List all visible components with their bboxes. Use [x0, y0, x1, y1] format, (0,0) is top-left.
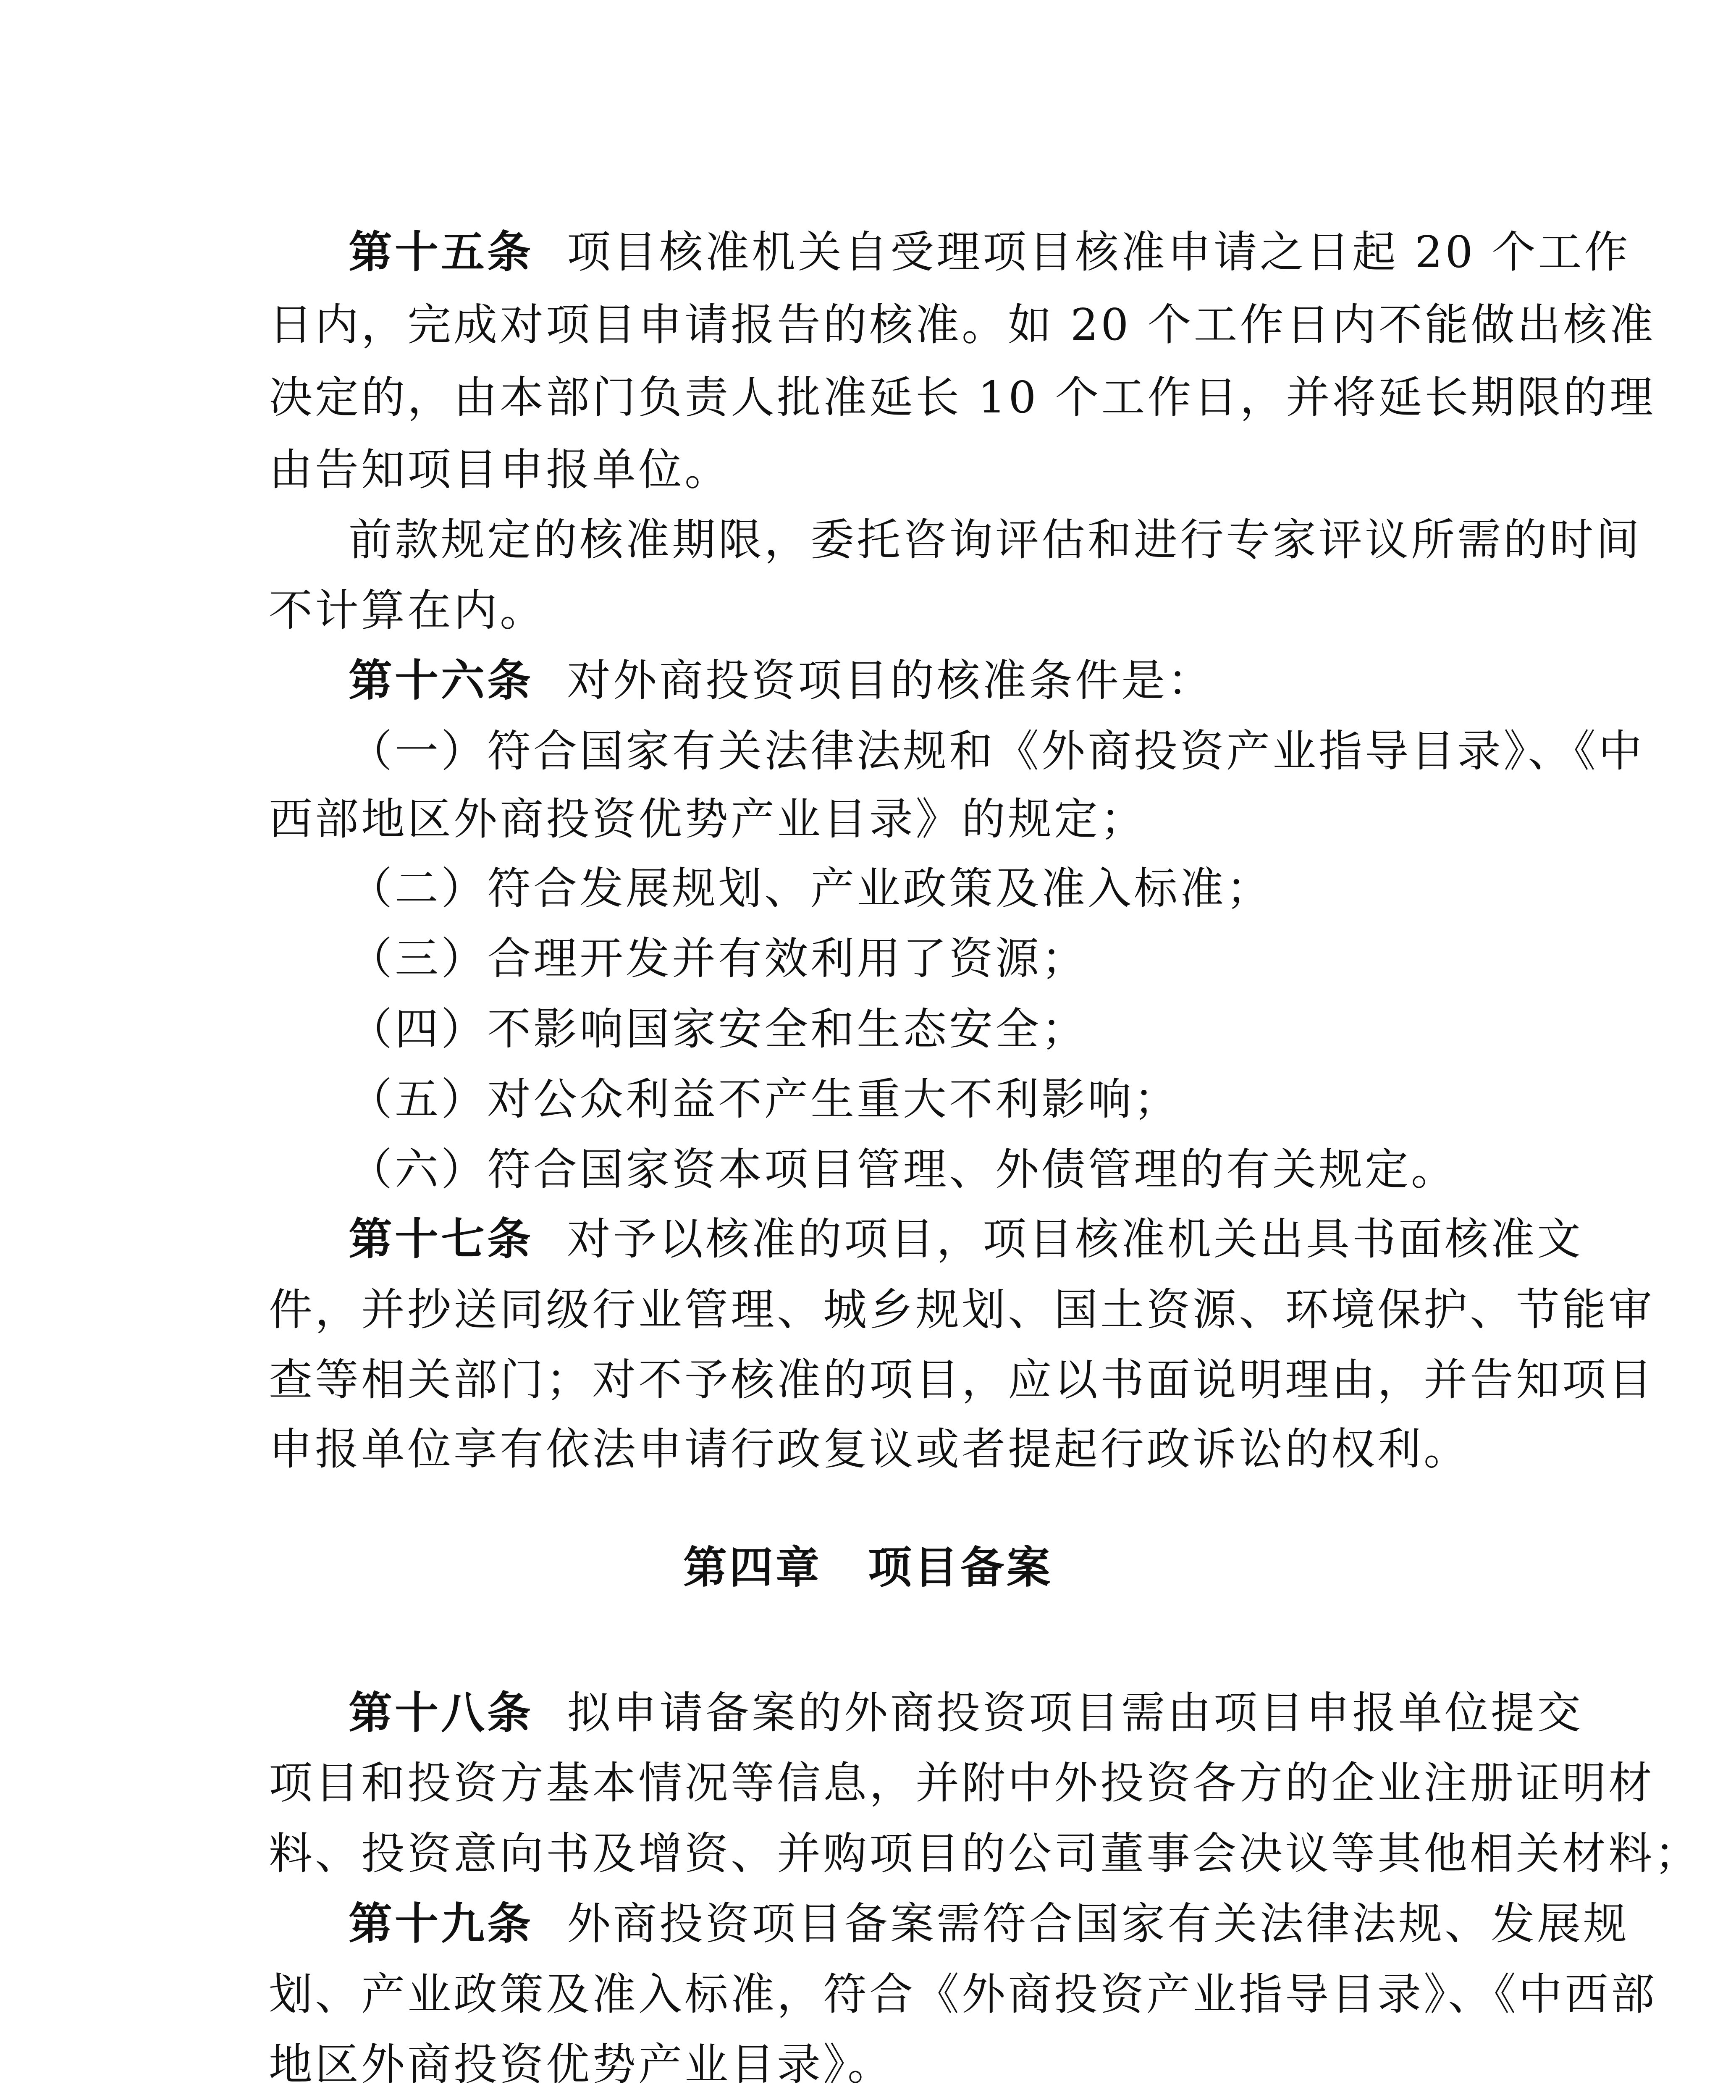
- article-18-line-2: 项目和投资方基本情况等信息，并附中外投资各方的企业注册证明材: [269, 1757, 1655, 1809]
- article-19-line-3: 地区外商投资优势产业目录》。: [269, 2039, 894, 2090]
- chapter-number: 第四章: [683, 1542, 822, 1593]
- article-19-label: 第十九条: [349, 1898, 534, 1949]
- article-15-text-1: 项目核准机关自受理项目核准申请之日起 20 个工作: [567, 226, 1631, 278]
- article-17-line-1: [349, 1213, 1584, 1265]
- article-19-line-2: 划、产业政策及准入标准，符合《外商投资产业指导目录》、《中西部: [269, 1969, 1657, 2020]
- article-17-line-2: 件，并抄送同级行业管理、城乡规划、国土资源、环境保护、节能审: [269, 1284, 1655, 1335]
- article-15-para2-line-1: 前款规定的核准期限，委托咨询评估和进行专家评议所需的时间: [349, 514, 1642, 565]
- article-17-line-3: 查等相关部门；对不予核准的项目，应以书面说明理由，并告知项目: [269, 1354, 1655, 1405]
- article-16-clause-2: （二）符合发展规划、产业政策及准入标准；: [349, 863, 1273, 914]
- article-15-line-1: [349, 226, 1631, 278]
- article-18-text-1: 拟申请备案的外商投资项目需由项目申报单位提交: [567, 1687, 1584, 1738]
- article-16-clause-1-line-2: 西部地区外商投资优势产业目录》的规定；: [269, 793, 1147, 845]
- article-16-clause-3: （三）合理开发并有效利用了资源；: [349, 933, 1088, 984]
- article-16-clause-1-line-1: （一）符合国家有关法律法规和《外商投资产业指导目录》、《中: [349, 725, 1645, 777]
- chapter-title: 项目备案: [868, 1542, 1053, 1593]
- article-18-line-1: [349, 1687, 1584, 1738]
- article-18-label: 第十八条: [349, 1687, 534, 1738]
- article-18-line-3: 料、投资意向书及增资、并购项目的公司董事会决议等其他相关材料；: [269, 1828, 1701, 1879]
- article-15-line-2: 日内，完成对项目申请报告的核准。如 20 个工作日内不能做出核准: [269, 299, 1656, 350]
- article-16-label: 第十六条: [349, 655, 534, 706]
- article-17-line-4: 申报单位享有依法申请行政复议或者提起行政诉讼的权利。: [269, 1423, 1470, 1475]
- article-19-text-1: 外商投资项目备案需符合国家有关法律法规、发展规: [567, 1898, 1630, 1949]
- article-17-text-1: 对予以核准的项目，项目核准机关出具书面核准文: [567, 1213, 1584, 1265]
- article-19-line-1: [349, 1898, 1630, 1949]
- article-16-clause-6: （六）符合国家资本项目管理、外债管理的有关规定。: [349, 1144, 1458, 1195]
- article-15-line-4: 由告知项目申报单位。: [269, 444, 731, 495]
- article-16-line-1: [349, 655, 1478, 706]
- article-16-clause-4: （四）不影响国家安全和生态安全；: [349, 1003, 1088, 1055]
- article-15-line-3: 决定的，由本部门负责人批准延长 10 个工作日，并将延长期限的理: [269, 372, 1656, 423]
- article-15-label: 第十五条: [349, 226, 534, 278]
- article-15-para2-line-2: 不计算在内。: [269, 585, 546, 636]
- chapter-heading: [0, 1542, 1736, 1593]
- article-16-intro: 对外商投资项目的核准条件是：: [567, 655, 1214, 706]
- article-17-label: 第十七条: [349, 1213, 534, 1265]
- article-16-clause-5: （五）对公众利益不产生重大不利影响；: [349, 1074, 1180, 1125]
